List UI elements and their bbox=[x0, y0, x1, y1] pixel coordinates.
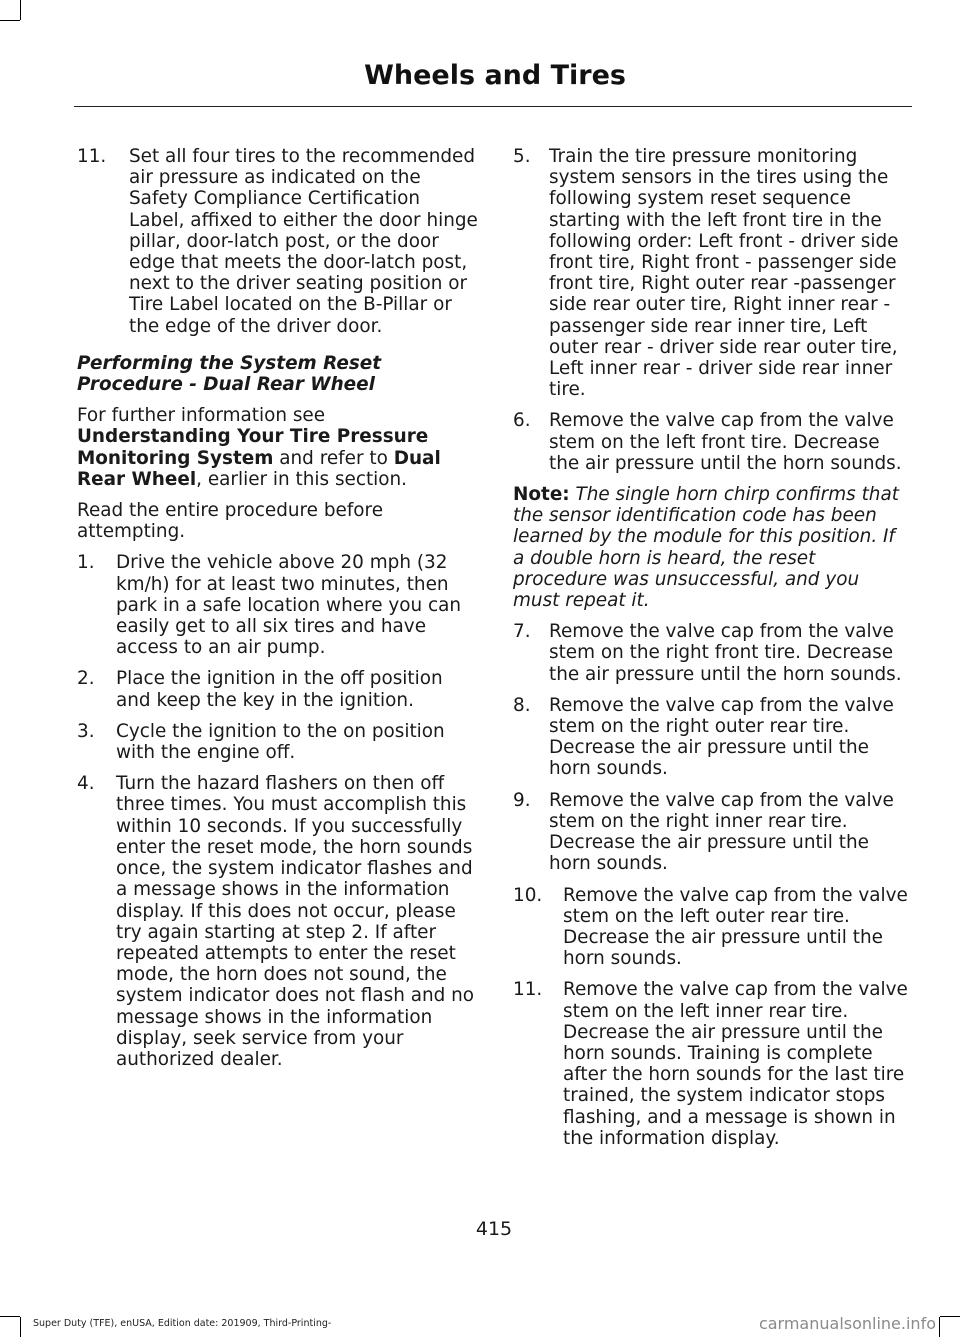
list-text: Place the ignition in the off position and keep the key in the ignition. bbox=[116, 668, 443, 711]
info-pre: For further information see bbox=[77, 405, 326, 427]
note-paragraph bbox=[513, 484, 909, 611]
info-paragraph bbox=[77, 405, 481, 490]
list-number: 9. bbox=[513, 789, 531, 811]
list-item bbox=[513, 410, 909, 474]
list-item bbox=[513, 695, 909, 780]
list-text: Remove the valve cap from the valve stem on the right front tire. Decrease the air pressure until the horn sounds. bbox=[549, 621, 902, 685]
list-number: 11. bbox=[77, 146, 107, 167]
note-label: Note: bbox=[513, 484, 570, 506]
list-number: 6. bbox=[513, 410, 531, 432]
list-item bbox=[77, 146, 481, 337]
list-number: 10. bbox=[513, 884, 543, 906]
list-item bbox=[513, 146, 909, 400]
list-item bbox=[513, 885, 909, 970]
list-text: Drive the vehicle above 20 mph (32 km/h) for at least two minutes, then park in a safe location where you can easily get to all six tires and have access to an air pump. bbox=[116, 552, 462, 659]
list-text: Remove the valve cap from the valve stem on the right inner rear tire. Decrease the air pressure until the horn sounds. bbox=[549, 789, 894, 875]
list-number: 5. bbox=[513, 146, 531, 167]
list-item bbox=[513, 621, 909, 685]
list-text: Remove the valve cap from the valve stem on the right outer rear tire. Decrease the air pressure until the horn sounds. bbox=[549, 694, 894, 780]
read-first-paragraph: Read the entire procedure before attempting. bbox=[77, 500, 384, 543]
page-title: Wheels and Tires bbox=[364, 60, 626, 91]
footer-edition-text: Super Duty (TFE), enUSA, Edition date: 201909, Third-Printing- bbox=[33, 1318, 332, 1329]
list-text: Train the tire pressure monitoring system sensors in the tires using the following system reset sequence starting with the left front tire in the following order: Left front - driver side front tire, Right front - passenger side front tire, Right outer rear -passenger side rear outer tire, Right inner rear - passenger side rear inner tire, Left outer rear - driver side rear outer tire, Left inner rear - driver side rear inner tire. bbox=[549, 146, 899, 401]
left-column bbox=[77, 146, 481, 1080]
list-text: Remove the valve cap from the valve stem on the left outer rear tire. Decrease the air pressure until the horn sounds. bbox=[563, 884, 908, 970]
info-post: , earlier in this section. bbox=[196, 468, 408, 490]
crop-mark bbox=[20, 0, 21, 20]
list-item bbox=[77, 668, 481, 710]
list-number: 3. bbox=[77, 720, 95, 742]
list-item bbox=[77, 552, 481, 658]
page-number: 415 bbox=[475, 1218, 513, 1240]
right-column bbox=[513, 146, 909, 1159]
crop-mark bbox=[0, 20, 20, 21]
list-text: Turn the hazard flashers on then off three times. You must accomplish this within 10 seconds. If you successfully enter the reset mode, the horn sounds once, the system indicator flashes and a message shows in the information display. If this does not occur, please try again starting at step 2. If after repeated attempts to enter the reset mode, the horn does not sound, the system indicator does not flash and no message shows in the information display, seek service from your authorized dealer. bbox=[116, 773, 475, 1070]
crop-mark bbox=[939, 1317, 940, 1337]
section-subheading: Performing the System Reset Procedure - Dual Rear Wheel bbox=[77, 352, 382, 396]
list-number: 8. bbox=[513, 694, 531, 716]
crop-mark bbox=[20, 1317, 21, 1337]
crop-mark bbox=[0, 1316, 20, 1317]
list-text: Set all four tires to the recommended air pressure as indicated on the Safety Compliance Certification Label, affixed to either the door hinge pillar, door-latch post, or the door edge that meets the door-latch post, next to the driver seating position or Tire Label located on the B-Pillar or the edge of the driver door. bbox=[129, 146, 478, 337]
list-number: 7. bbox=[513, 621, 531, 643]
list-text: Remove the valve cap from the valve stem on the left inner rear tire. Decrease the air pressure until the horn sounds. Training is complete after the horn sounds for the last tire trained, the system indicator stops flashing, and a message is shown in the information display. bbox=[563, 979, 908, 1149]
crop-mark bbox=[940, 1316, 960, 1317]
cross-reference-link[interactable]: Understanding Your Tire Pressure Monitoring System bbox=[77, 426, 429, 469]
list-item bbox=[513, 790, 909, 875]
info-mid: and refer to bbox=[273, 447, 394, 469]
cross-reference-link[interactable]: Dual Rear Wheel bbox=[77, 447, 441, 490]
list-number: 2. bbox=[77, 668, 95, 690]
list-number: 1. bbox=[77, 552, 95, 574]
list-number: 4. bbox=[77, 773, 95, 795]
list-text: Remove the valve cap from the valve stem on the left front tire. Decrease the air pressure until the horn sounds. bbox=[549, 410, 902, 474]
list-item bbox=[77, 773, 481, 1070]
list-text: Cycle the ignition to the on position with the engine off. bbox=[116, 720, 445, 764]
header-divider bbox=[74, 106, 912, 107]
list-item bbox=[513, 979, 909, 1149]
note-text: The single horn chirp confirms that the sensor identification code has been learned by the module for this position. If a double horn is heard, the reset procedure was unsuccessful, and you must repeat it. bbox=[513, 484, 899, 612]
watermark: carmanualsonline.info bbox=[758, 1314, 936, 1333]
list-item bbox=[77, 721, 481, 763]
list-number: 11. bbox=[513, 979, 543, 1001]
